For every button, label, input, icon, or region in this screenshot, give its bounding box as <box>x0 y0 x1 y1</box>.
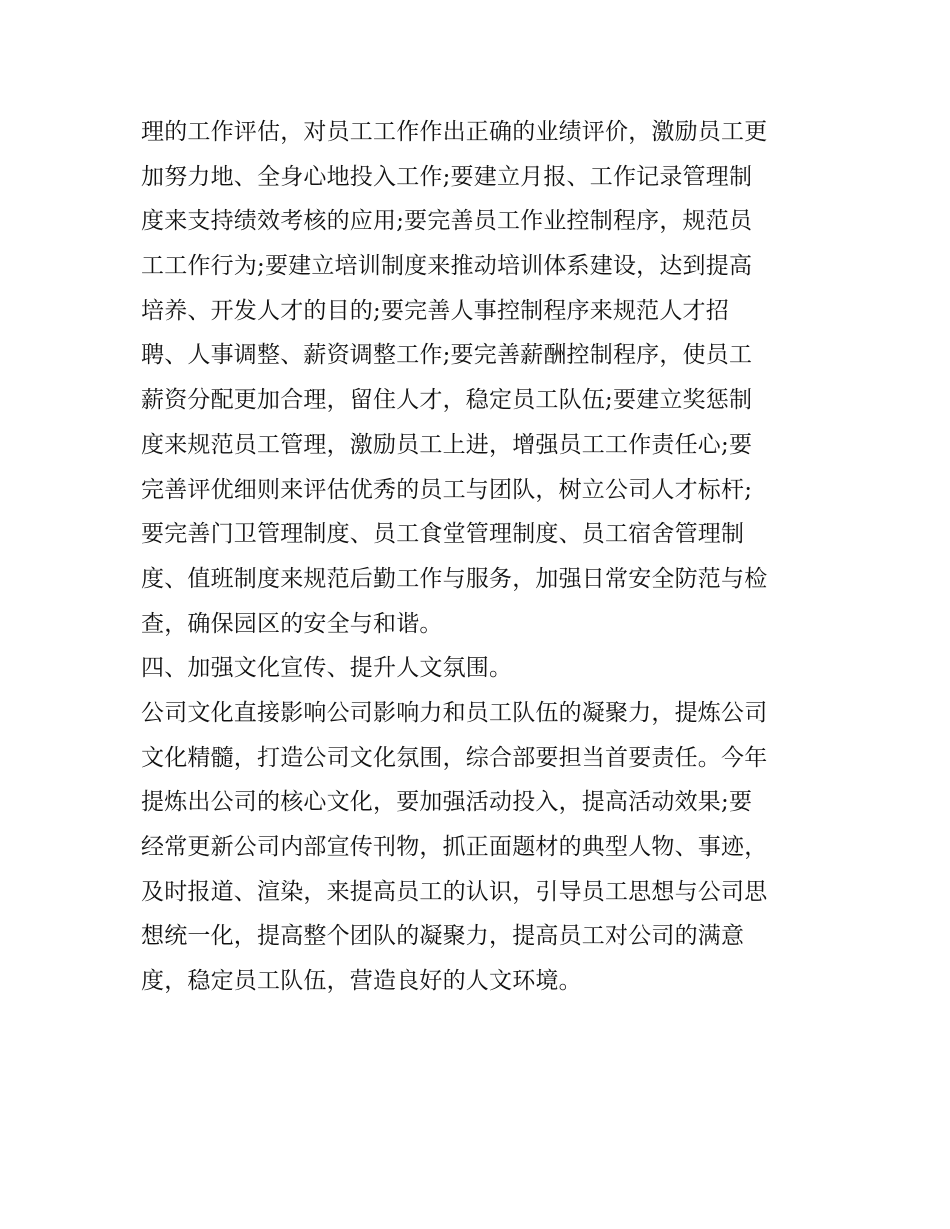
text-line: 度，稳定员工队伍，营造良好的人文环境。 <box>141 968 582 995</box>
text-line: 想统一化，提高整个团队的凝聚力，提高员工对公司的满意 <box>141 923 745 950</box>
text-line: 要完善门卫管理制度、员工食堂管理制度、员工宿舍管理制 <box>141 521 745 548</box>
text-line: 及时报道、渲染，来提高员工的认识，引导员工思想与公司思 <box>141 878 768 905</box>
text-line: 公司文化直接影响公司影响力和员工队伍的凝聚力，提炼公司 <box>141 699 768 726</box>
text-line: 培养、开发人才的目的;要完善人事控制程序来规范人才招 <box>141 297 729 324</box>
text-line: 理的工作评估，对员工工作作出正确的业绩评价，激励员工更 <box>141 119 768 145</box>
text-line: 查，确保园区的安全与和谐。 <box>141 610 443 637</box>
text-line: 完善评优细则来评估优秀的员工与团队，树立公司人才标杆; <box>141 476 753 503</box>
section-heading: 四、加强文化宣传、提升人文氛围。 <box>141 655 513 682</box>
text-line: 薪资分配更加合理，留住人才，稳定员工队伍;要建立奖惩制 <box>141 387 753 414</box>
document-body <box>141 110 821 1004</box>
text-line: 度来规范员工管理，激励员工上进，增强员工工作责任心;要 <box>141 431 753 458</box>
text-line: 工工作行为;要建立培训制度来推动培训体系建设，达到提高 <box>141 253 753 280</box>
text-line: 经常更新公司内部宣传刊物，抓正面题材的典型人物、事迹， <box>141 834 768 860</box>
text-line: 度、值班制度来规范后勤工作与服务，加强日常安全防范与检 <box>141 565 768 592</box>
text-line: 文化精髓，打造公司文化氛围，综合部要担当首要责任。今年 <box>141 744 768 771</box>
text-line: 加努力地、全身心地投入工作;要建立月报、工作记录管理制 <box>141 163 753 190</box>
text-line: 度来支持绩效考核的应用;要完善员工作业控制程序，规范员 <box>141 208 753 235</box>
text-line: 聘、人事调整、薪资调整工作;要完善薪酬控制程序，使员工 <box>141 342 753 369</box>
text-line: 提炼出公司的核心文化，要加强活动投入，提高活动效果;要 <box>141 789 753 816</box>
